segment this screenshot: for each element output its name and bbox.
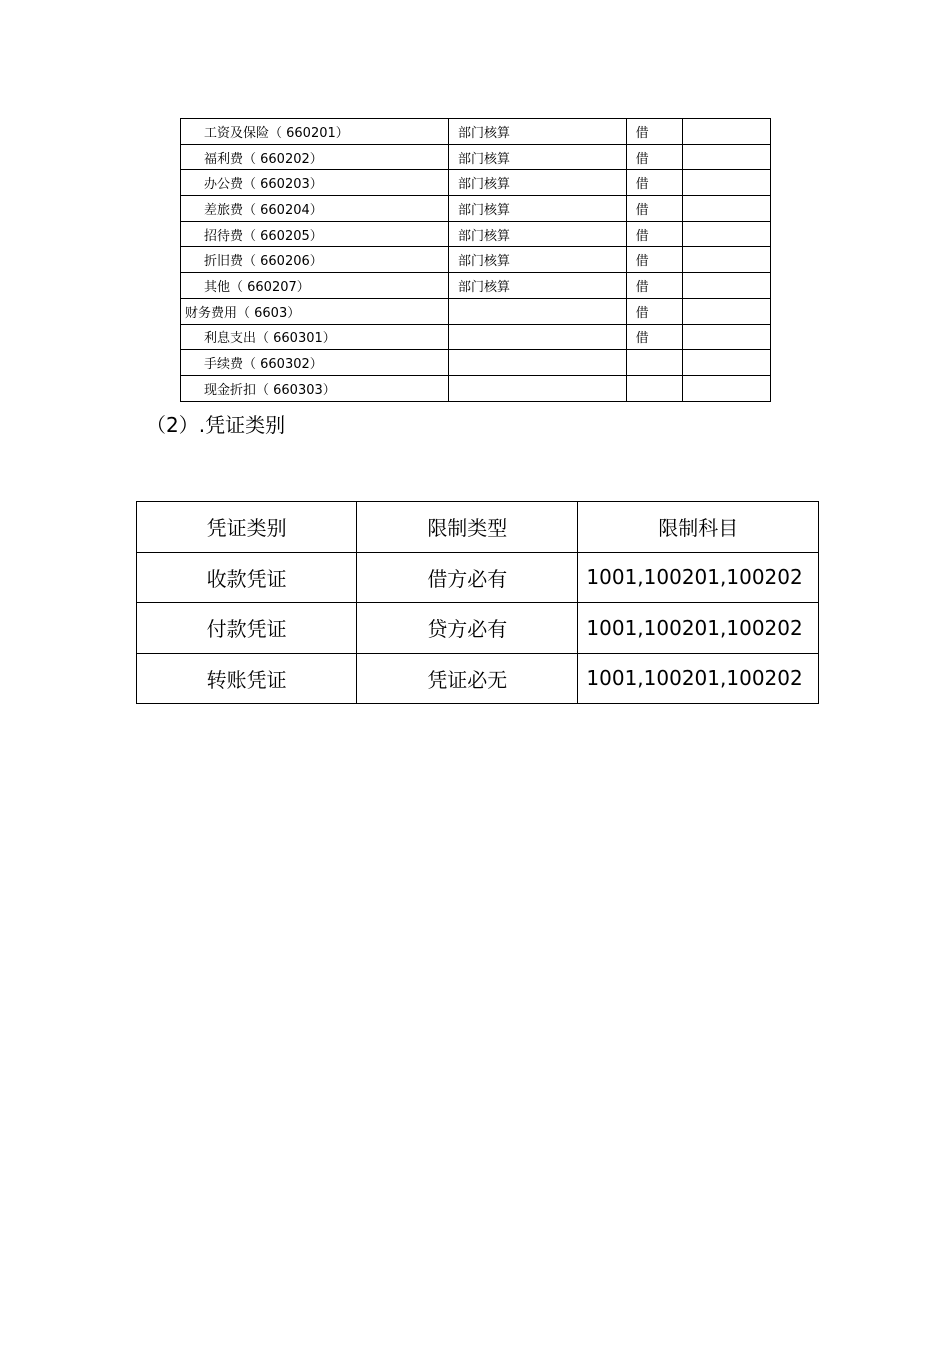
extra-cell	[682, 350, 770, 376]
table-row	[181, 375, 771, 401]
subject-name-cell	[181, 350, 449, 376]
balance-direction-cell: 借	[626, 196, 682, 222]
subject-name-cell	[181, 221, 449, 247]
subject-name-cell	[181, 375, 449, 401]
voucher-types-table	[136, 501, 819, 704]
auxiliary-accounting-cell	[449, 375, 627, 401]
subject-name: 招待费（ 660205）	[204, 228, 323, 244]
extra-cell	[682, 375, 770, 401]
account-subjects-body	[181, 119, 771, 402]
table-row	[181, 144, 771, 170]
table-row	[137, 603, 819, 654]
extra-cell	[682, 273, 770, 299]
table-row	[137, 653, 819, 704]
auxiliary-accounting-cell: 部门核算	[449, 273, 627, 299]
table-row	[181, 247, 771, 273]
restriction-type-cell: 凭证必无	[357, 653, 578, 704]
subject-name: 差旅费（ 660204）	[204, 202, 323, 218]
auxiliary-accounting-cell: 部门核算	[449, 144, 627, 170]
balance-direction-cell: 借	[626, 170, 682, 196]
subject-name-cell	[181, 170, 449, 196]
voucher-type-cell: 转账凭证	[137, 653, 357, 704]
subject-name: 折旧费（ 660206）	[204, 254, 323, 270]
subject-name-cell	[181, 196, 449, 222]
table-row	[181, 119, 771, 145]
balance-direction-cell: 借	[626, 247, 682, 273]
balance-direction-cell	[626, 375, 682, 401]
balance-direction-cell: 借	[626, 119, 682, 145]
extra-cell	[682, 221, 770, 247]
subject-name-cell	[181, 298, 449, 324]
restricted-accounts-cell: 1001,100201,100202	[578, 603, 819, 654]
extra-cell	[682, 170, 770, 196]
auxiliary-accounting-cell	[449, 298, 627, 324]
column-header: 限制类型	[357, 502, 578, 553]
restricted-accounts-cell: 1001,100201,100202	[578, 552, 819, 603]
extra-cell	[682, 324, 770, 350]
balance-direction-cell: 借	[626, 298, 682, 324]
auxiliary-accounting-cell	[449, 350, 627, 376]
balance-direction-cell	[626, 350, 682, 376]
restriction-type-cell: 借方必有	[357, 552, 578, 603]
auxiliary-accounting-cell	[449, 324, 627, 350]
balance-direction-cell: 借	[626, 144, 682, 170]
account-subjects-table	[180, 118, 771, 402]
subject-name-cell	[181, 273, 449, 299]
restriction-type-cell: 贷方必有	[357, 603, 578, 654]
table-row	[181, 350, 771, 376]
subject-name: 手续费（ 660302）	[204, 357, 323, 373]
table-header-row	[137, 502, 819, 553]
subject-name: 现金折扣（ 660303）	[204, 382, 336, 398]
restricted-accounts-cell: 1001,100201,100202	[578, 653, 819, 704]
subject-name-cell	[181, 119, 449, 145]
auxiliary-accounting-cell: 部门核算	[449, 247, 627, 273]
auxiliary-accounting-cell: 部门核算	[449, 221, 627, 247]
subject-name: 利息支出（ 660301）	[204, 331, 336, 347]
table-row	[181, 196, 771, 222]
section-heading: （2）.凭证类别	[146, 413, 286, 437]
column-header: 限制科目	[578, 502, 819, 553]
voucher-type-cell: 付款凭证	[137, 603, 357, 654]
table-row	[181, 170, 771, 196]
voucher-type-cell: 收款凭证	[137, 552, 357, 603]
extra-cell	[682, 196, 770, 222]
subject-name: 工资及保险（ 660201）	[204, 125, 349, 141]
table-row	[137, 552, 819, 603]
subject-name: 福利费（ 660202）	[204, 151, 323, 167]
auxiliary-accounting-cell: 部门核算	[449, 170, 627, 196]
subject-name-cell	[181, 144, 449, 170]
extra-cell	[682, 119, 770, 145]
table-row	[181, 273, 771, 299]
extra-cell	[682, 247, 770, 273]
auxiliary-accounting-cell: 部门核算	[449, 119, 627, 145]
balance-direction-cell: 借	[626, 324, 682, 350]
balance-direction-cell: 借	[626, 273, 682, 299]
subject-name: 其他（ 660207）	[204, 279, 310, 295]
balance-direction-cell: 借	[626, 221, 682, 247]
extra-cell	[682, 298, 770, 324]
subject-name: 财务费用（ 6603）	[185, 305, 301, 321]
subject-name-cell	[181, 324, 449, 350]
table-row	[181, 324, 771, 350]
auxiliary-accounting-cell: 部门核算	[449, 196, 627, 222]
column-header: 凭证类别	[137, 502, 357, 553]
subject-name: 办公费（ 660203）	[204, 177, 323, 193]
extra-cell	[682, 144, 770, 170]
subject-name-cell	[181, 247, 449, 273]
table-row	[181, 298, 771, 324]
table-row	[181, 221, 771, 247]
